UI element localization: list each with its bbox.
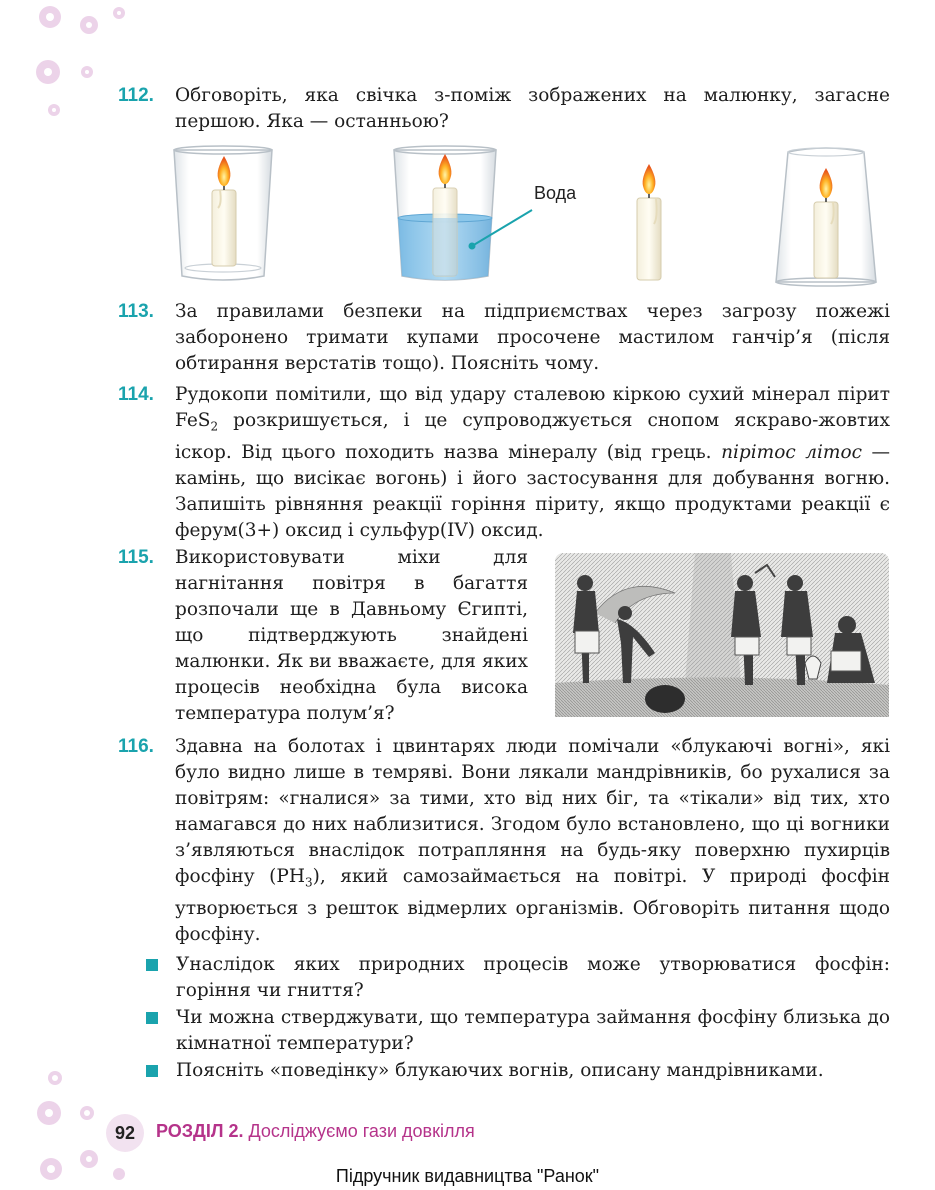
square-bullet-icon [146,1012,158,1024]
glass-candle-water [394,146,532,280]
list-item: Поясніть «поведінку» блукаючих вогнів, описану мандрівниками. [146,1058,890,1084]
task-number: 115. [118,547,154,568]
task-number: 114. [118,384,154,405]
egyptian-bellows-engraving [555,553,889,717]
task-113 [118,299,890,377]
list-item: Унаслідок яких природних процесів може утворюватися фосфін: горіння чи гниття? [146,952,890,1004]
inverted-glass-candle [776,148,876,286]
square-bullet-icon [146,959,158,971]
open-candle [637,164,661,280]
task-number: 112. [118,85,154,106]
task-text: Здавна на болотах і цвинтарях люди помічали «блукаючі вогні», які було видно лише в темряві. Вони лякали мандрівників, бо рухалися за повітрям: «гналися» за тими, хто від них біг, та «тікали» від тих, хто намагався до них наблизитися. Згодом було встановлено, що ці вогники з’являються внаслідок потрапляння на будь-яку поверхню пухирців фосфіну $(PH_3)$, який самозаймається на повітрі. У природі фосфін утворюється з решток відмерлих організмів. Обговоріть питання щодо фосфіну. [175,736,890,945]
formula: FeS [175,410,211,431]
task-text: Використовувати міхи для нагнітання повітря в багаття розпочали ще в Давньому Єгипті, що підтверджують знайдені малюнки. Як ви вважаєте, для яких процесів необхідна була висока температура полум’я? [175,547,528,724]
task-text: Рудокопи помітили, що від удару сталевою кіркою сухий мінерал пірит FeS$_2$ розкришується, і це супроводжується снопом яскраво-жовтих іскор. Від цього походить назва мінералу (від грець. пірітос літос — камінь, що висікає вогонь) і його застосування для добування вогню. Запишіть рівняння реакції горіння піриту, якщо продуктами реакції є ферум(3+) оксид і сульфур(IV) оксид. [175,384,890,541]
task-115 [118,545,528,727]
page-number: 92 [106,1114,144,1152]
task-number: 113. [118,301,154,322]
task-text: За правилами безпеки на підприємствах через загрозу пожежі заборонено тримати купами просочене мастилом ганчір’я (після обтирання верстатів тощо). Поясніть чому. [175,301,890,374]
task-114 [118,382,890,544]
water-label: Вода [534,183,577,203]
section-title: РОЗДІЛ 2. Досліджуємо гази довкілля [156,1121,475,1141]
candles-figure [160,138,900,298]
list-item: Чи можна стверджувати, що температура займання фосфіну близька до кімнатної температури? [146,1005,890,1057]
task-text: Обговоріть, яка свічка з-поміж зображених на малюнку, загасне першою. Яка — останньою? [175,85,890,132]
task-number: 116. [118,736,154,757]
question-list [146,952,890,1084]
glass-candle-1 [174,146,272,280]
publisher-note: Підручник видавництва "Ранок" [335,1166,600,1186]
task-116 [118,734,890,1085]
task-112 [118,83,890,135]
square-bullet-icon [146,1065,158,1077]
